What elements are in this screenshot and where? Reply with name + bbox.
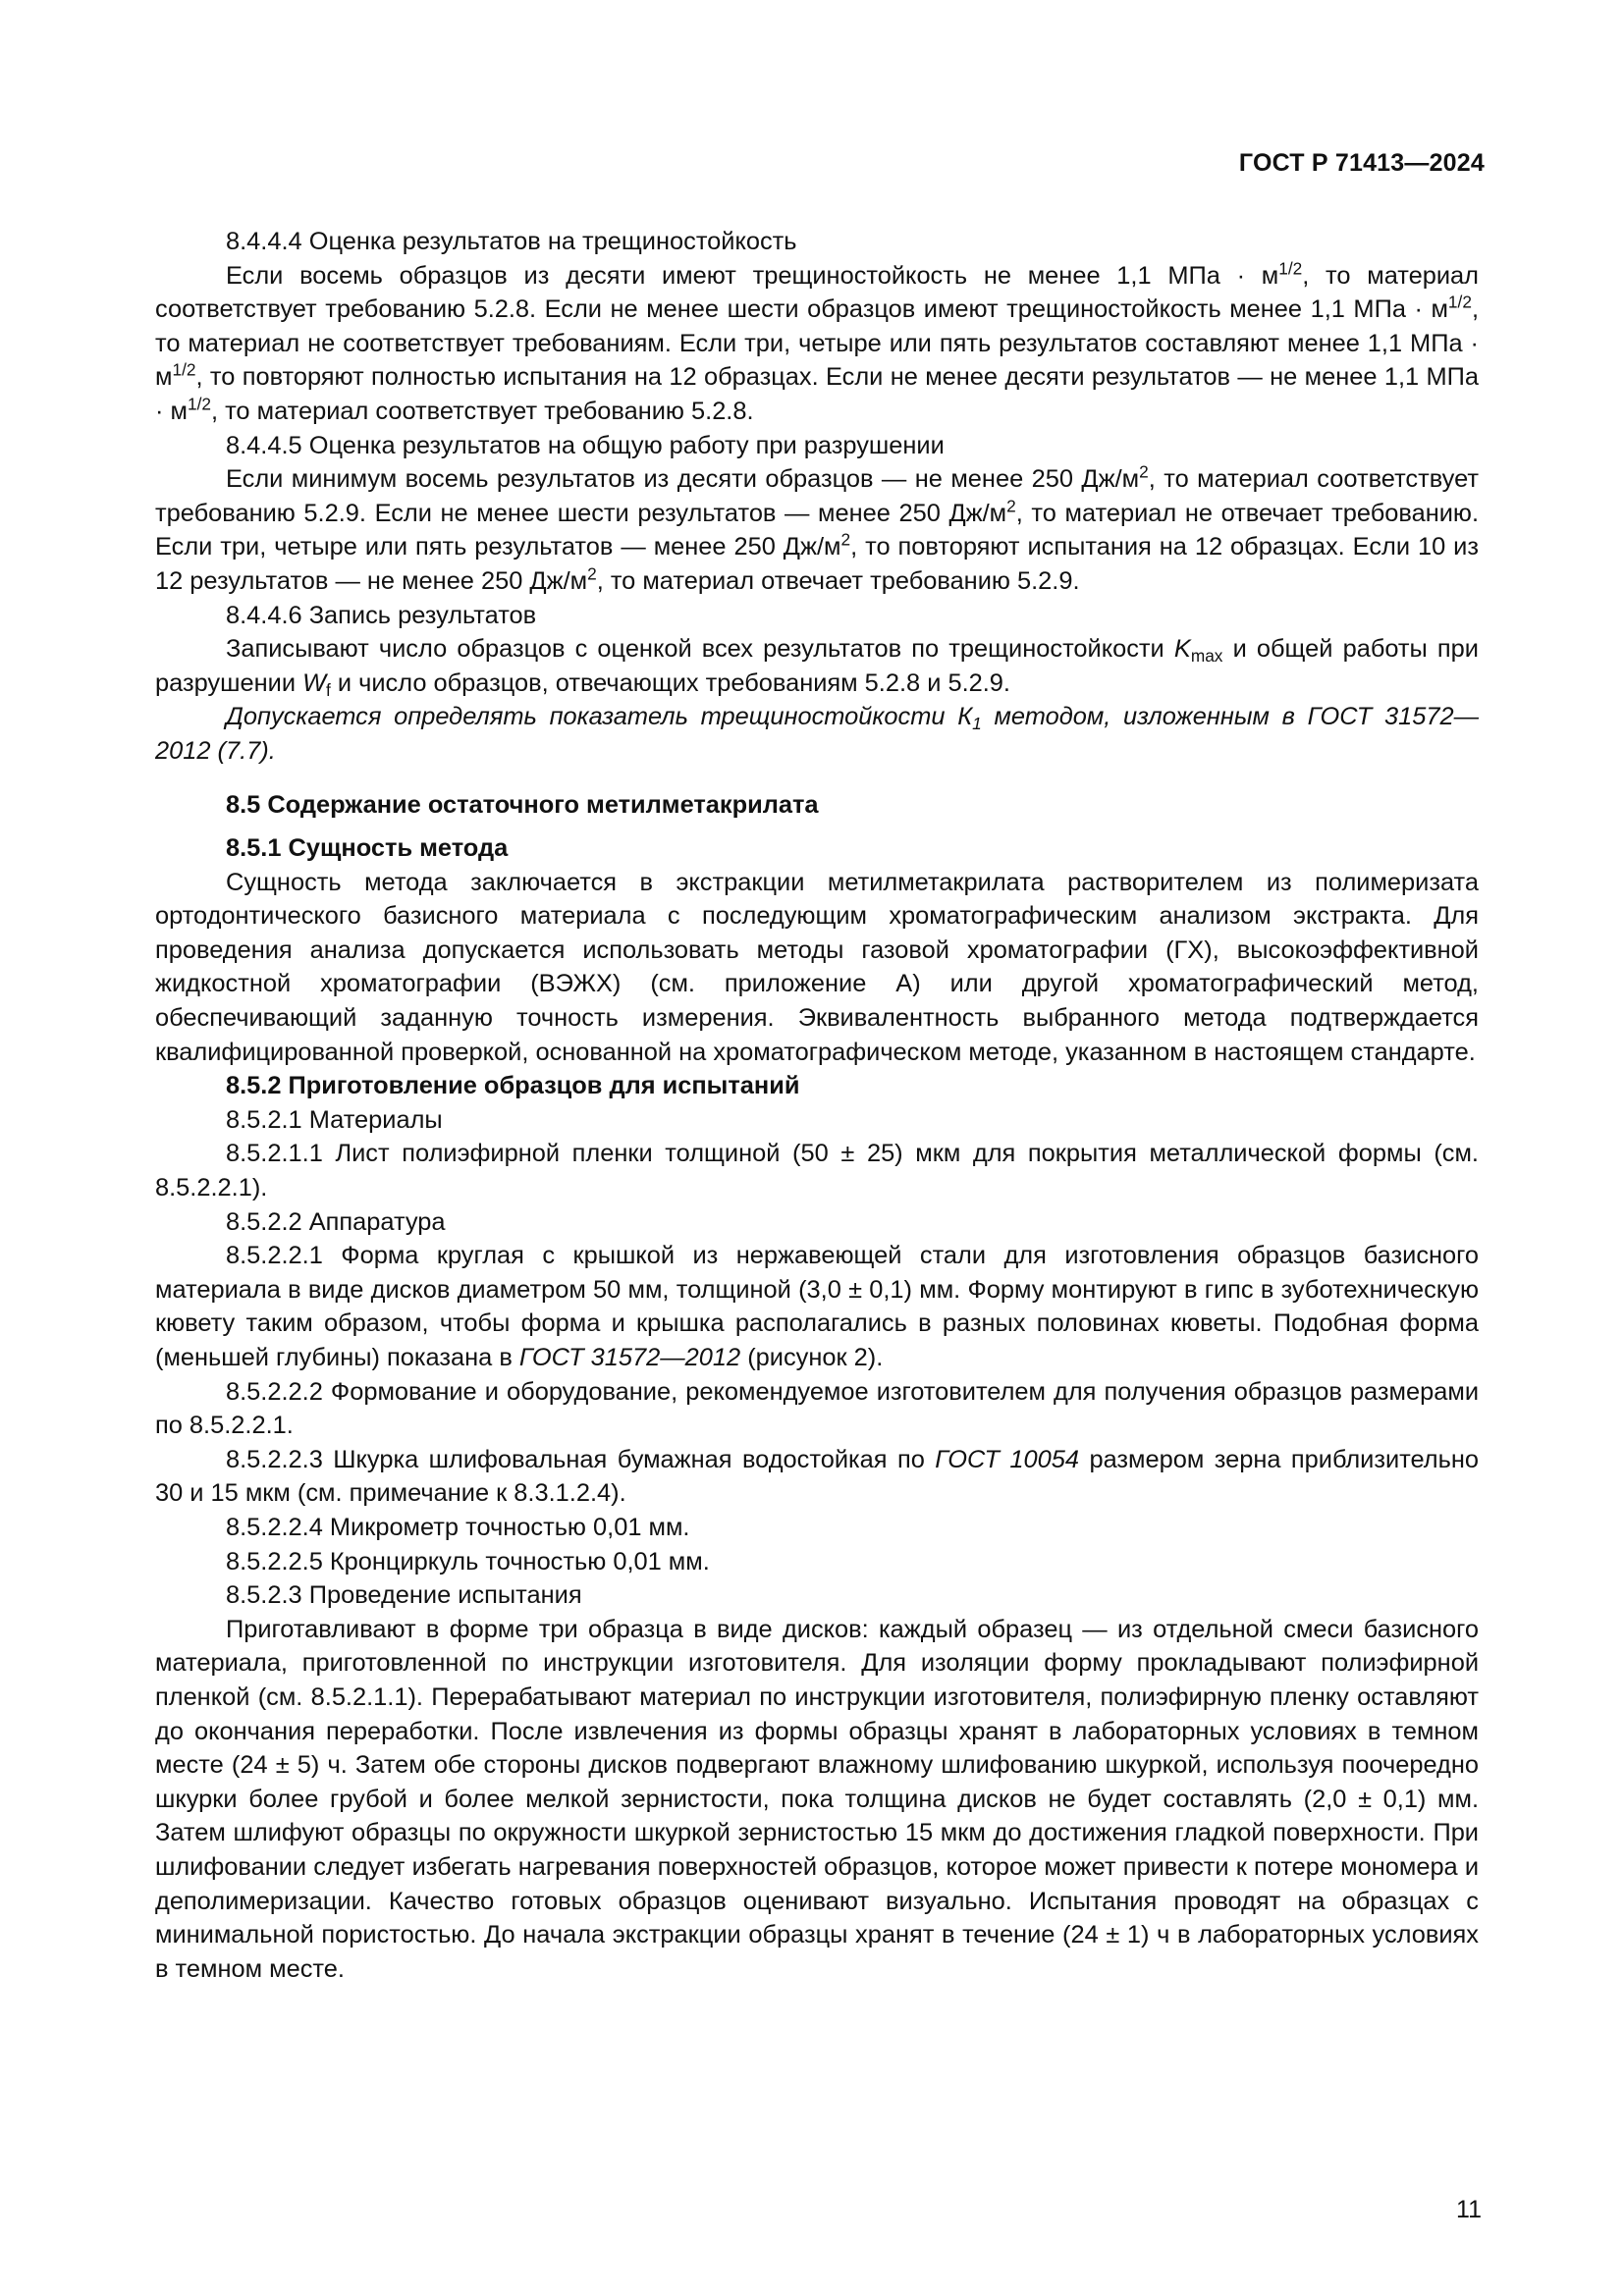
paragraph-test-procedure: Приготавливают в форме три образца в виде дисков: каждый образец — из отдельной смеси базисного материала, приготовленной по инструкции изготовителя. Для изоляции форму прокладывают полиэфирной пленкой (см. 8.5.2.1.1). Перерабатывают материал по инструкции изготовителя, полиэфирную пленку оставляют до окончания переработки. После извлечения из формы образцы хранят в лабораторных условиях в темном месте (24 ± 5) ч. Затем обе стороны дисков подвергают влажному шлифованию шкуркой, используя поочередно шкурки более грубой и более мелкой зернистости, пока толщина дисков не будет составлять (2,0 ± 0,1) мм. Затем шлифуют образцы по окружности шкуркой зернистостью 15 мкм до достижения гладкой поверхности. При шлифовании следует избегать нагревания поверхностей образцов, которое может привести к потере мономера и деполимеризации. Качество готовых образцов оценивают визуально. Испытания проводят на образцах с минимальной пористостью. До начала экстракции образцы хранят в течение (24 ± 1) ч в лабораторных условиях в темном месте.	[155, 1615, 1479, 1983]
clause-8-5-2-2: 8.5.2.2 Аппаратура	[226, 1207, 446, 1236]
paragraph-record-results: Записывают число образцов с оценкой всех результатов по трещиностойкости $K_{max}$ и общей работы при разрушении $W_f$ и число образцов, отвечающих требованиям 5.2.8 и 5.2.9.	[155, 635, 1479, 700]
clause-8-5-2-2-4: 8.5.2.2.4 Микрометр точностью 0,01 мм.	[226, 1513, 690, 1541]
page-number: 11	[1456, 2196, 1482, 2223]
clause-8-5-2-3: 8.5.2.3 Проведение испытания	[226, 1581, 582, 1610]
paragraph-method-essence: Сущность метода заключается в экстракции метилметакрилата растворителем из полимеризата ортодонтического базисного материала с последующим хроматографическим анализом экстракта. Для проведения анализа допускается использовать методы газовой хроматографии (ГХ), высокоэффективной жидкостной хроматографии (ВЭЖХ) (см. приложение А) или другой хроматографический метод, обеспечивающий заданную точность измерения. Эквивалентность выбранного метода подтверждается квалифицированной проверкой, основанной на хроматографическом методе, указанном в настоящем стандарте.	[155, 868, 1479, 1066]
paragraph-crack-resistance-evaluation: Если восемь образцов из десяти имеют трещиностойкость не менее 1,1 МПа · $м^{1/2}$, то материал соответствует требованию 5.2.8. Если не менее шести образцов имеют трещиностойкость менее 1,1 МПа · $м^{1/2}$, то материал не соответствует требованиям. Если три, четыре или пять результатов составляют менее 1,1 МПа · $м^{1/2}$, то повторяют полностью испытания на 12 образцах. Если не менее десяти результатов — не менее 1,1 МПа · $м^{1/2}$, то материал соответствует требованию 5.2.8.	[155, 258, 1479, 425]
clause-8-5-2-2-2: 8.5.2.2.2 Формование и оборудование, рекомендуемое изготовителем для получения образцов размерами по 8.5.2.2.1.	[155, 1377, 1479, 1440]
standard-reference: ГОСТ 10054	[935, 1445, 1080, 1473]
section-heading-8-5-1: 8.5.1 Сущность метода	[226, 834, 509, 863]
document-header: ГОСТ Р 71413—2024	[1238, 149, 1485, 177]
section-heading-8-5-2: 8.5.2 Приготовление образцов для испытаний	[226, 1072, 800, 1100]
clause-8-5-2-2-3: 8.5.2.2.3 Шкурка шлифовальная бумажная водостойкая по ГОСТ 10054 размером зерна приблизительно 30 и 15 мкм (см. примечание к 8.3.1.2.4).	[155, 1445, 1479, 1508]
clause-8-4-4-5: 8.4.4.5 Оценка результатов на общую работу при разрушении	[226, 431, 945, 459]
paragraph-allowed-method: Допускается определять показатель трещиностойкости $К_1$ методом, изложенным в ГОСТ 31572—2012 (7.7).	[155, 703, 1479, 765]
clause-8-4-4-4: 8.4.4.4 Оценка результатов на трещиностойкость	[226, 228, 797, 255]
clause-8-5-2-2-1: 8.5.2.2.1 Форма круглая с крышкой из нержавеющей стали для изготовления образцов базисного материала в виде дисков диаметром 50 мм, толщиной (3,0 ± 0,1) мм. Форму монтируют в гипс в зуботехническую кювету таким образом, чтобы форма и крышка располагались в разных половинах кюветы. Подобная форма (меньшей глубины) показана в ГОСТ 31572—2012 (рисунок 2).	[155, 1242, 1479, 1371]
clause-8-5-2-1: 8.5.2.1 Материалы	[226, 1105, 443, 1134]
section-heading-8-5: 8.5 Содержание остаточного метилметакрилата	[226, 790, 819, 819]
standard-reference: ГОСТ 31572—2012	[518, 1344, 741, 1371]
clause-8-5-2-2-5: 8.5.2.2.5 Кронциркуль точностью 0,01 мм.	[226, 1547, 710, 1575]
paragraph-fracture-work-evaluation: Если минимум восемь результатов из десяти образцов — не менее 250 $Дж/м^2$, то материал соответствует требованию 5.2.9. Если не менее шести результатов — менее 250 $Дж/м^2$, то материал не отвечает требованию. Если три, четыре или пять результатов — менее 250 $Дж/м^2$, то повторяют испытания на 12 образцах. Если 10 из 12 результатов — не менее 250 $Дж/м^2$, то материал отвечает требованию 5.2.9.	[155, 461, 1480, 595]
clause-8-5-2-1-1: 8.5.2.1.1 Лист полиэфирной пленки толщиной (50 ± 25) мкм для покрытия металлической формы (см. 8.5.2.2.1).	[155, 1140, 1479, 1202]
clause-8-4-4-6: 8.4.4.6 Запись результатов	[226, 601, 537, 629]
document-body	[155, 225, 1479, 1986]
